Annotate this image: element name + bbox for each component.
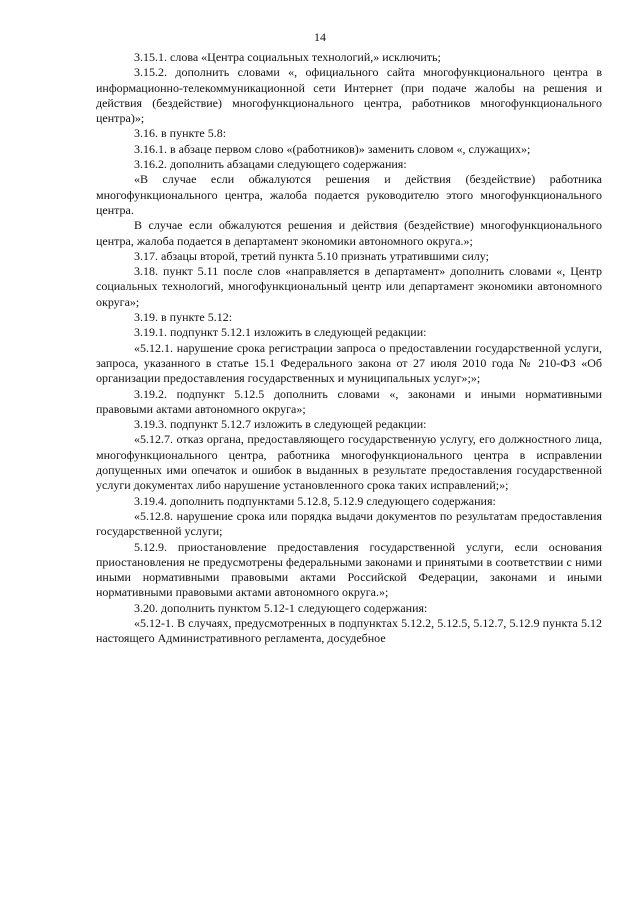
quoted-paragraph-5-12-9: 5.12.9. приостановление предоставления государственной услуги, если основания приостановления не предусмотрены федеральными законами и принятыми в соответствии с ними иными нормативными правовыми актами Российской Федерации, законами и иными нормативными правовыми актами автономного округа.»; [96,539,602,600]
paragraph-3-15-1: 3.15.1. слова «Центра социальных технологий,» исключить; [134,50,441,64]
quoted-paragraph-5-12-8: «5.12.8. нарушение срока или порядка выдачи документов по результатам предоставления государственной услуги; [96,508,602,539]
paragraph-3-19-2: 3.19.2. подпункт 5.12.5 дополнить словами «, законами и иными нормативными правовыми актами автономного округа»; [96,386,602,416]
quoted-paragraph-5-12-1: «5.12.1. нарушение срока регистрации запроса о предоставлении государственной услуги, запроса, указанного в статье 15.1 Федерального закона от 27 июля 2010 года № 210-ФЗ «Об организации предоставления государственных и муниципальных услуг»;»; [96,340,602,386]
paragraph-3-19-4: 3.19.4. дополнить подпунктами 5.12.8, 5.12.9 следующего содержания: [134,493,496,508]
quoted-paragraph-employee-complaint: «В случае если обжалуются решения и действия (бездействие) работника многофункционального центра, жалоба подается руководителю этого многофункционального центра. [96,172,602,217]
page-number: 14 [314,30,326,44]
quoted-paragraph-5-12-1-dash: «5.12-1. В случаях, предусмотренных в подпунктах 5.12.2, 5.12.5, 5.12.7, 5.12.9 пункта 5.12 настоящего Административного регламента, досудебное [96,615,602,646]
paragraph-3-19: 3.19. в пункте 5.12: [134,310,233,325]
paragraph-3-19-1: 3.19.1. подпункт 5.12.1 изложить в следующей редакции: [134,325,427,340]
quoted-paragraph-5-12-7: «5.12.7. отказ органа, предоставляющего государственную услугу, его должностного лица, многофункционального центра, работника многофункционального центра в исправлении допущенных ими опечаток и ошибок в выданных в результате предоставления государственной услуги документах либо нарушение установленного срока таких исправлений;»; [96,432,602,493]
paragraph-3-17: 3.17. абзацы второй, третий пункта 5.10 признать утратившими силу; [134,248,489,263]
paragraph-3-20: 3.20. дополнить пунктом 5.12-1 следующего содержания: [134,600,428,615]
quoted-paragraph-center-complaint: В случае если обжалуются решения и действия (бездействие) многофункционального центра, жалоба подается в департамент экономики автономного округа.»; [96,218,602,248]
paragraph-3-19-3: 3.19.3. подпункт 5.12.7 изложить в следующей редакции: [134,417,427,432]
paragraph-3-16: 3.16. в пункте 5.8: [134,126,227,141]
paragraph-3-16-1: 3.16.1. в абзаце первом слово «(работников)» заменить словом «, служащих»; [134,141,531,156]
paragraph-3-16-2: 3.16.2. дополнить абзацами следующего содержания: [134,157,407,172]
paragraph-3-18: 3.18. пункт 5.11 после слов «направляется в департамент» дополнить словами «, Центр социальных технологий, многофункциональный центр или департамент экономики автономного округа»; [96,264,602,309]
document-body [96,50,602,647]
paragraph-3-15-2: 3.15.2. дополнить словами «, официального сайта многофункционального центра в информационно-телекоммуникационной сети Интернет (при подаче жалобы на решения и действия (бездействие) многофункционального центра, работников многофункционального центра)»; [96,65,602,126]
